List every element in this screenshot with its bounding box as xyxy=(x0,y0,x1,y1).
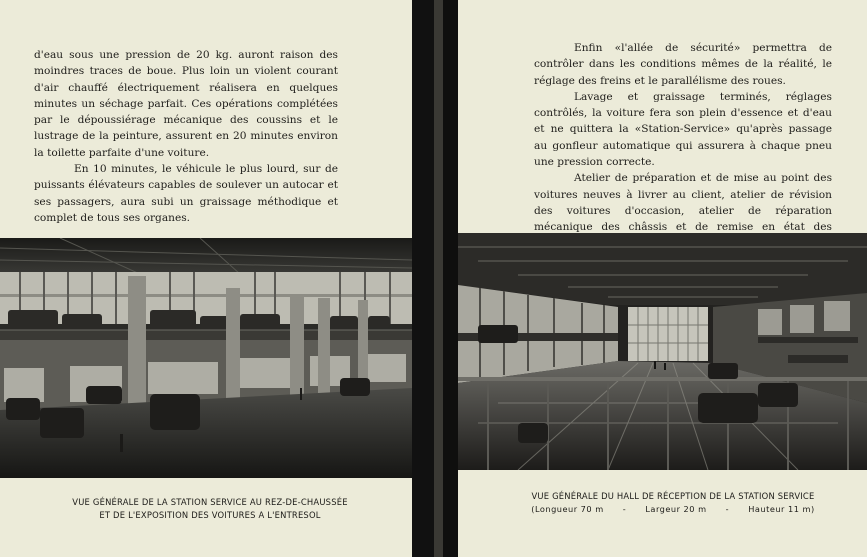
hall-dimensions xyxy=(498,503,848,516)
left-paragraph-2: En 10 minutes, le véhicule le plus lourd, sur de puissants élévateurs capables de soulever un autocar et ses passagers, aura subi un graissage méthodique et complet de tous ses organes. xyxy=(34,163,338,224)
hall-width: Largeur 20 m xyxy=(645,504,707,514)
right-paragraph-1: Enfin «l'allée de sécurité» permettra de contrôler dans les conditions mêmes de la réalité, le réglage des freins et le parallélisme des roues. xyxy=(534,42,832,87)
reception-hall-photo xyxy=(458,233,867,470)
book-gutter-shadow xyxy=(412,0,434,557)
right-photo-caption xyxy=(498,490,848,516)
right-paragraph-3: Atelier de préparation et de mise au point des voitures neuves à livrer au client, atelier de révision des voitures d'occasion, atelier de réparation mécanique des châssis et de remise en état des xyxy=(534,172,832,234)
right-text-block xyxy=(534,40,832,252)
book-gutter-shadow-right xyxy=(443,0,458,557)
dimension-separator-1: - xyxy=(622,504,627,514)
dimension-separator-2: - xyxy=(725,504,730,514)
book-spine xyxy=(434,0,443,557)
hall-length: (Longueur 70 m xyxy=(531,504,604,514)
right-page xyxy=(458,0,867,557)
hall-height: Hauteur 11 m) xyxy=(748,504,815,514)
station-service-ground-floor-photo xyxy=(0,238,412,478)
left-photo-caption xyxy=(40,496,380,522)
left-page xyxy=(0,0,412,557)
right-caption-line-1: VUE GÉNÉRALE DU HALL DE RÉCEPTION DE LA STATION SERVICE xyxy=(531,491,815,501)
left-text-block xyxy=(34,47,338,226)
left-caption-line-2: ET DE L'EXPOSITION DES VOITURES A L'ENTRESOL xyxy=(99,510,321,520)
left-caption-line-1: VUE GÉNÉRALE DE LA STATION SERVICE AU REZ-DE-CHAUSSÉE xyxy=(72,497,348,507)
left-paragraph-1: d'eau sous une pression de 20 kg. auront raison des moindres traces de boue. Plus loin un violent courant d'air chauffé électriquement réalisera en quelques minutes un séchage parfait. Ces opérations complétées par le dépoussiérage mécanique des coussins et le lustrage de la peinture, assurent en 20 minutes environ la toilette parfaite d'une voiture. xyxy=(34,49,338,159)
right-paragraph-2: Lavage et graissage terminés, réglages contrôlés, la voiture fera son plein d'essence et d'eau et ne quittera la «Station-Service» qu'après passage au gonfleur automatique qui assurera à chaque pneu une pression correcte. xyxy=(534,90,832,169)
